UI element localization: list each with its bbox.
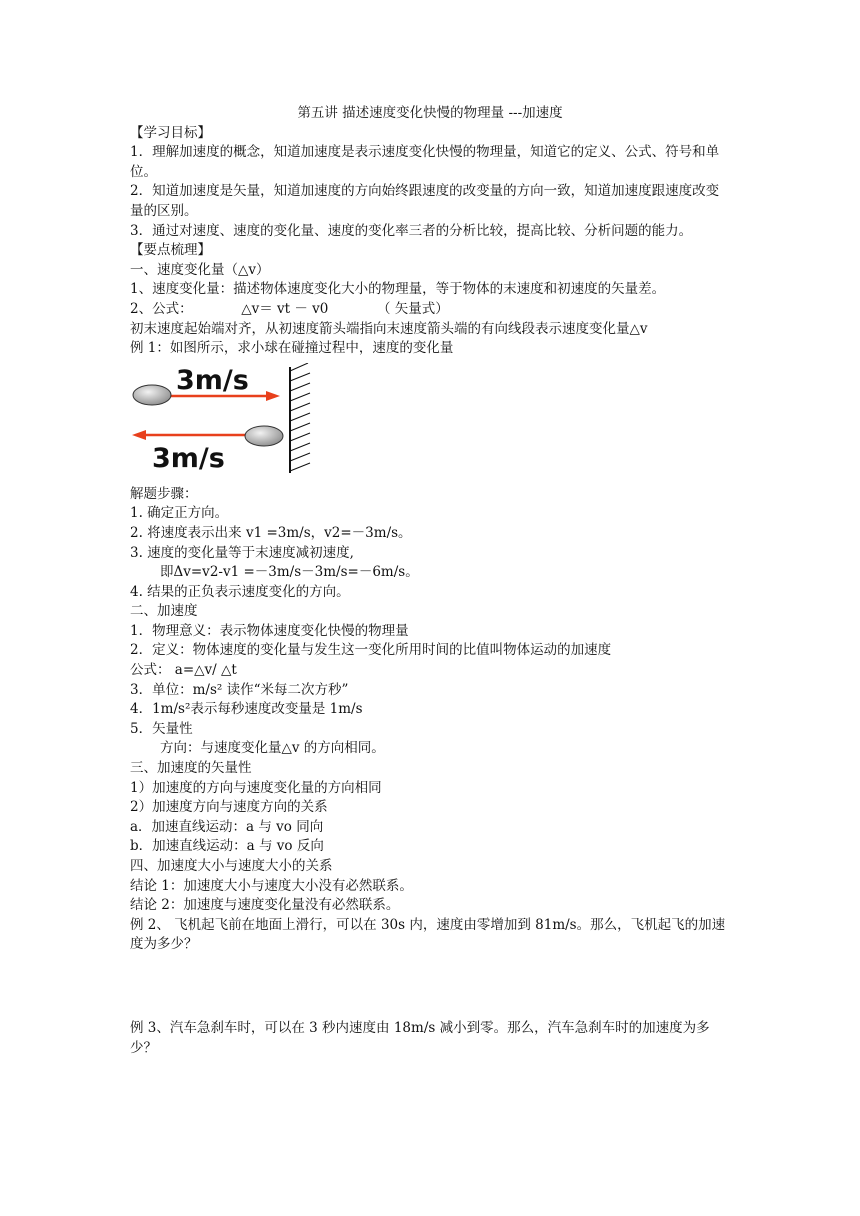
heading-magnitude: 四、加速度大小与速度大小的关系 (130, 858, 333, 874)
formula-note: （ 矢量式） (376, 300, 449, 317)
section-heading-goals: 【学习目标】 (130, 124, 211, 141)
example-3: 例 3、汽车急刹车时，可以在 3 秒内速度由 18m/s 减小到零。那么，汽车急刹车时的加速度为多少？ (130, 1019, 710, 1056)
accel-unit: 3．单位：m/s² 读作“米每二次方秒” (130, 681, 349, 698)
vector-point-a: a．加速直线运动：a 与 vo 同向 (130, 818, 324, 835)
conclusion-2: 结论 2：加速度与速度变化量没有必然联系。 (130, 897, 400, 914)
step-4: 4. 结果的正负表示速度变化的方向。 (130, 583, 350, 600)
goal-3: 3．通过对速度、速度的变化量、速度的变化率三者的分析比较，提高比较、分析问题的能力。 (130, 222, 693, 239)
example-2: 例 2、 飞机起飞前在地面上滑行，可以在 30s 内，速度由零增加到 81m/s。那么，飞机起飞的加速度为多少？ (130, 916, 726, 953)
accel-definition: 2．定义：物体速度的变化量与发生这一变化所用时间的比值叫物体运动的加速度 (130, 642, 612, 659)
heading-acceleration: 二、加速度 (130, 603, 198, 620)
goal-2: 2．知道加速度是矢量，知道加速度的方向始终跟速度的改变量的方向一致，知道加速度跟速度改变量的区别。 (130, 183, 720, 219)
wall-hatching (290, 363, 310, 471)
step-2: 2. 将速度表示出来 v1 =3m/s，v2=－3m/s。 (130, 524, 412, 541)
accel-formula: 公式： a=△v/ △t (130, 662, 237, 679)
ball-before (133, 385, 171, 405)
conclusion-1: 结论 1：加速度大小与速度大小没有必然联系。 (130, 877, 413, 894)
step-1: 1. 确定正方向。 (130, 505, 229, 522)
paragraph-vector-method: 初末速度起始端对齐，从初速度箭头端指向末速度箭头端的有向线段表示速度变化量△v (130, 320, 648, 337)
heading-velocity-change: 一、速度变化量（△v） (130, 261, 270, 278)
initial-velocity-arrowhead (266, 391, 280, 401)
vector-point-1: 1）加速度的方向与速度变化量的方向相同 (130, 779, 382, 796)
step-3: 3. 速度的变化量等于末速度减初速度, (130, 544, 354, 561)
accel-direction: 方向：与速度变化量△v 的方向相同。 (160, 740, 385, 757)
goal-1: 1．理解加速度的概念，知道加速度是表示速度变化快慢的物理量，知道它的定义、公式、符号和单位。 (130, 144, 720, 180)
final-velocity-label: 3m/s (152, 442, 225, 474)
accel-unit-meaning: 4．1m/s²表示每秒速度改变量是 1m/s (130, 701, 363, 718)
accel-meaning: 1．物理意义：表示物体速度变化快慢的物理量 (130, 622, 409, 639)
paragraph-velocity-change-def: 1、速度变化量：描述物体速度变化大小的物理量，等于物体的末速度和初速度的矢量差。 (130, 281, 666, 298)
final-velocity-arrowhead (132, 430, 146, 440)
formula-label: 2、公式： (130, 300, 193, 317)
heading-accel-vector: 三、加速度的矢量性 (130, 760, 252, 777)
step-3-calc: 即Δv=v2-v1 =－3m/s－3m/s=－6m/s。 (160, 564, 419, 581)
ball-after (245, 426, 283, 446)
collision-diagram (130, 363, 330, 479)
formula-expression: △v＝ vt － v0 (241, 300, 329, 317)
steps-title: 解题步骤： (130, 485, 198, 502)
example-1: 例 1：如图所示，求小球在碰撞过程中，速度的变化量 (130, 340, 454, 357)
document-page (130, 104, 730, 1058)
initial-velocity-label: 3m/s (176, 364, 249, 396)
collision-figure (130, 363, 330, 479)
section-heading-points: 【要点梳理】 (130, 242, 211, 259)
vector-point-2: 2）加速度方向与速度方向的关系 (130, 799, 328, 816)
page-title: 第五讲 描述速度变化快慢的物理量 ---加速度 (297, 105, 563, 121)
vector-point-b: b．加速直线运动：a 与 vo 反向 (130, 838, 324, 855)
formula-line (130, 300, 730, 320)
accel-vector: 5．矢量性 (130, 720, 193, 737)
